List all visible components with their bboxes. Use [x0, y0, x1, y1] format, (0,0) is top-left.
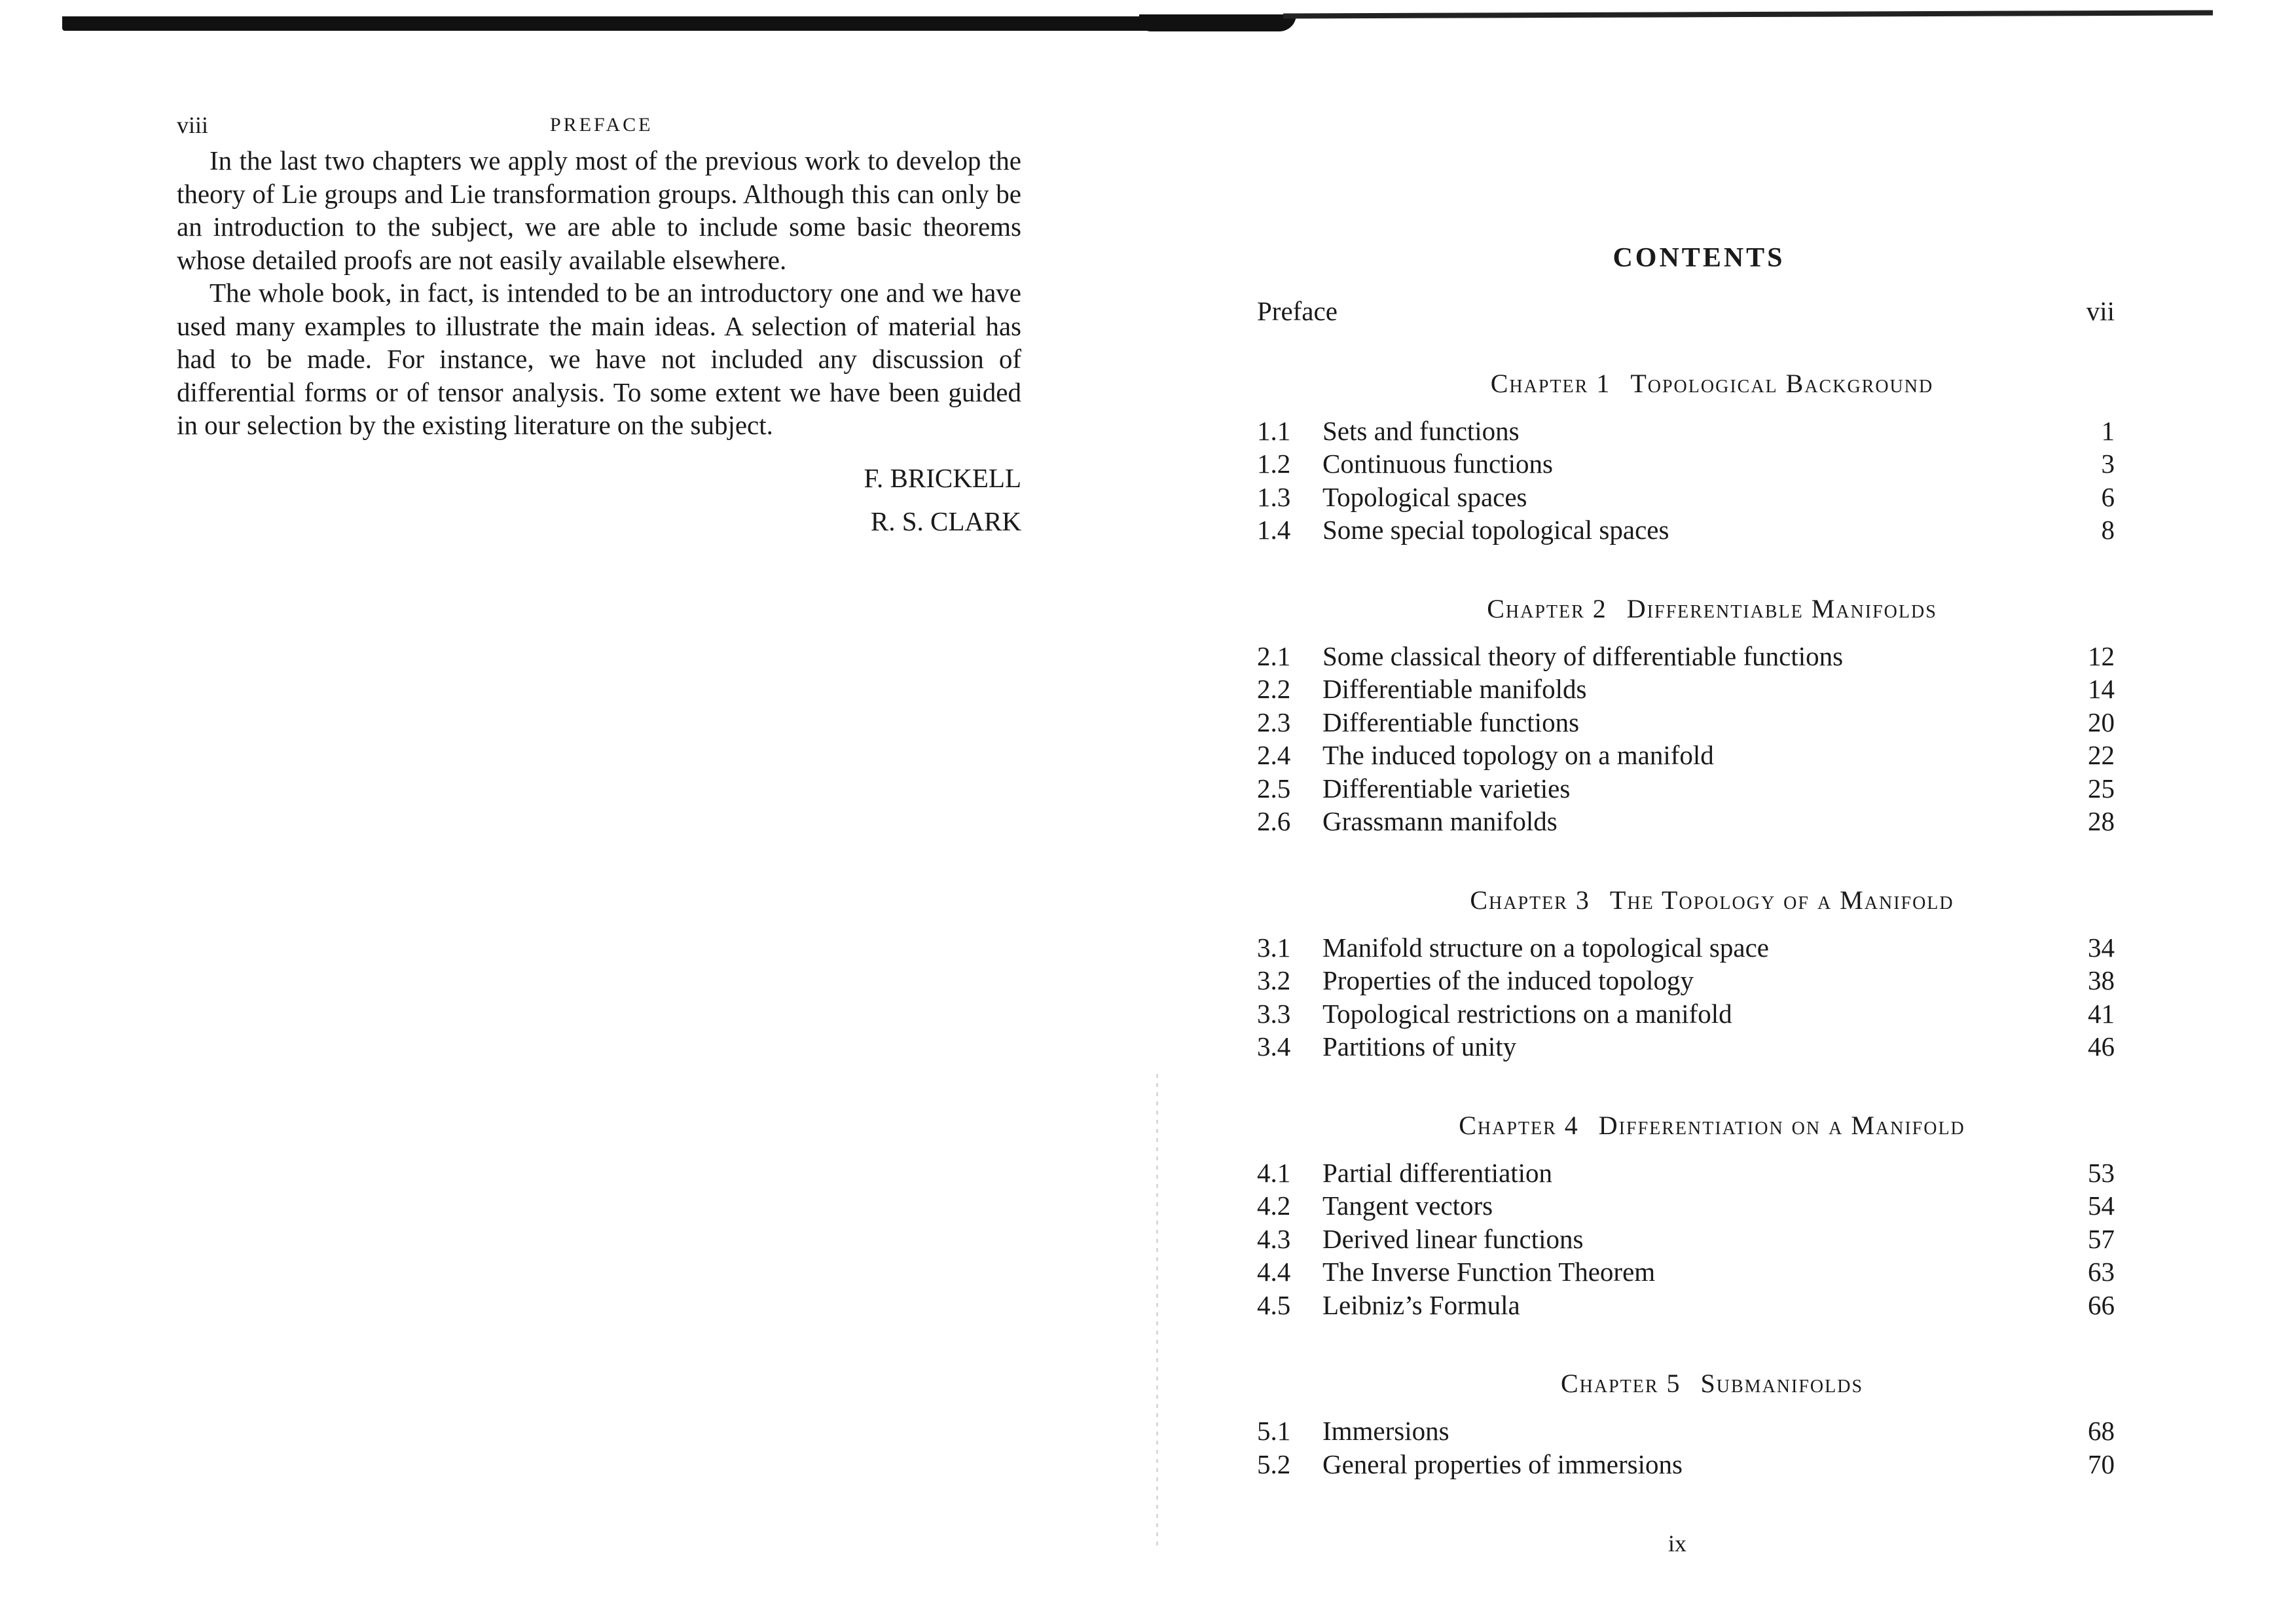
author-signatures [177, 456, 1021, 543]
section-number: 3.2 [1257, 965, 1291, 995]
toc-section-row [1257, 673, 2115, 706]
toc-section-row [1257, 1414, 2115, 1448]
section-title: The induced topology on a manifold [1322, 740, 1714, 770]
section-page: 70 [2088, 1449, 2115, 1479]
scan-spine-shadow [1139, 14, 1296, 31]
chapter-label: Chapter 4 [1459, 1110, 1579, 1140]
toc-section-row [1257, 739, 2115, 772]
chapter-label: Chapter 1 [1490, 368, 1611, 398]
toc-section-row [1257, 415, 2115, 448]
section-page: 25 [2088, 773, 2115, 803]
chapter-label: Chapter 5 [1560, 1369, 1681, 1398]
toc-section-row [1257, 1189, 2115, 1223]
section-title: Sets and functions [1322, 415, 1520, 446]
section-number: 2.6 [1257, 806, 1291, 836]
section-number: 3.3 [1257, 998, 1291, 1029]
section-title: General properties of immersions [1322, 1449, 1683, 1479]
chapter-block [1257, 1367, 2115, 1481]
page-gutter [1156, 1074, 1158, 1545]
section-page: 46 [2088, 1031, 2115, 1061]
toc-section-row [1257, 997, 2115, 1031]
chapter-title: The Topology of a Manifold [1609, 885, 1954, 915]
section-number: 1.2 [1257, 449, 1291, 479]
section-number: 4.5 [1257, 1289, 1291, 1320]
chapter-heading [1257, 884, 2115, 917]
chapter-heading [1257, 1109, 2115, 1142]
toc-section-row [1257, 1448, 2115, 1481]
chapter-block [1257, 367, 2115, 547]
chapter-title: Differentiation on a Manifold [1598, 1110, 1965, 1140]
chapter-heading [1257, 593, 2115, 625]
section-title: Differentiable manifolds [1322, 674, 1587, 704]
chapter-block [1257, 593, 2115, 838]
section-title: Some special topological spaces [1322, 515, 1669, 545]
section-number: 1.1 [1257, 415, 1291, 446]
section-title: The Inverse Function Theorem [1322, 1257, 1656, 1287]
section-page: 53 [2088, 1157, 2115, 1188]
section-title: Partial differentiation [1322, 1157, 1553, 1188]
section-page: 20 [2088, 707, 2115, 737]
chapter-label: Chapter 2 [1487, 593, 1607, 623]
toc-section-row [1257, 1156, 2115, 1190]
section-title: Properties of the induced topology [1322, 965, 1694, 995]
section-title: Some classical theory of differentiable functions [1322, 640, 1844, 671]
toc-section-row [1257, 481, 2115, 514]
section-number: 2.1 [1257, 640, 1291, 671]
toc-section-row [1257, 1289, 2115, 1322]
chapter-block [1257, 1109, 2115, 1322]
section-page: 22 [2088, 740, 2115, 770]
section-number: 4.1 [1257, 1157, 1291, 1188]
section-page: 38 [2088, 965, 2115, 995]
section-page: 6 [2101, 481, 2115, 512]
section-page: 54 [2088, 1190, 2115, 1221]
toc-section-row [1257, 447, 2115, 481]
author-name: R. S. CLARK [870, 506, 1021, 536]
toc-section-row [1257, 640, 2115, 673]
toc-section-row [1257, 513, 2115, 547]
contents-page [1257, 242, 2115, 1526]
section-number: 3.1 [1257, 932, 1291, 963]
chapter-label: Chapter 3 [1470, 885, 1590, 915]
section-page: 66 [2088, 1289, 2115, 1320]
section-title: Topological spaces [1322, 481, 1527, 512]
section-page: 14 [2088, 674, 2115, 704]
toc-section-row [1257, 931, 2115, 965]
section-page: 28 [2088, 806, 2115, 836]
toc-preface-entry [1257, 295, 2115, 328]
section-page: 8 [2101, 515, 2115, 545]
section-number: 5.1 [1257, 1416, 1291, 1446]
section-number: 3.4 [1257, 1031, 1291, 1061]
preface-paragraph: The whole book, in fact, is intended to be an introductory one and we have used many examples to illustrate the main ideas. A selection of material has had to be made. For instance, we have not included any discussion of differential forms or of tensor analysis. To some extent we have been guided in our selection by the existing literature on the subject. [177, 278, 1021, 440]
chapter-title: Differentiable Manifolds [1626, 593, 1937, 623]
section-page: 41 [2088, 998, 2115, 1029]
toc-section-row [1257, 1223, 2115, 1256]
section-title: Differentiable functions [1322, 707, 1580, 737]
toc-section-row [1257, 805, 2115, 838]
running-head-title: PREFACE [550, 114, 653, 136]
section-page: 68 [2088, 1416, 2115, 1446]
section-title: Leibniz’s Formula [1322, 1289, 1520, 1320]
page-number: ix [1668, 1530, 1687, 1557]
section-page: 34 [2088, 932, 2115, 963]
toc-section-row [1257, 772, 2115, 805]
chapter-block [1257, 884, 2115, 1063]
section-title: Immersions [1322, 1416, 1449, 1446]
left-page [177, 111, 1021, 543]
chapter-heading [1257, 1367, 2115, 1400]
section-number: 2.2 [1257, 674, 1291, 704]
toc-entry-page: vii [2086, 296, 2115, 326]
author-name: F. BRICKELL [864, 462, 1021, 493]
chapter-list [1257, 367, 2115, 1481]
section-number: 2.3 [1257, 707, 1291, 737]
section-page: 3 [2101, 449, 2115, 479]
section-number: 1.3 [1257, 481, 1291, 512]
chapter-heading [1257, 367, 2115, 400]
section-title: Topological restrictions on a manifold [1322, 998, 1732, 1029]
section-title: Derived linear functions [1322, 1223, 1584, 1254]
page-number: viii [177, 112, 209, 138]
scan-edge-shadow [62, 16, 1162, 31]
section-number: 4.3 [1257, 1223, 1291, 1254]
section-page: 63 [2088, 1257, 2115, 1287]
chapter-title: Topological Background [1630, 368, 1934, 398]
section-number: 2.4 [1257, 740, 1291, 770]
toc-section-row [1257, 1030, 2115, 1063]
contents-title: CONTENTS [1613, 243, 1785, 273]
section-title: Manifold structure on a topological space [1322, 932, 1769, 963]
toc-entry-title: Preface [1257, 296, 1338, 326]
section-number: 2.5 [1257, 773, 1291, 803]
chapter-title: Submanifolds [1700, 1369, 1864, 1398]
scan-edge-line [1283, 10, 2213, 19]
running-head [177, 111, 1021, 144]
section-number: 4.2 [1257, 1190, 1291, 1221]
section-number: 4.4 [1257, 1257, 1291, 1287]
preface-paragraph: In the last two chapters we apply most of the previous work to develop the theory of Lie groups and Lie transformation groups. Although this can only be an introduction to the subject, we are able to include some basic theorems whose detailed proofs are not easily available elsewhere. [177, 145, 1021, 275]
section-title: Differentiable varieties [1322, 773, 1571, 803]
section-title: Tangent vectors [1322, 1190, 1493, 1221]
section-page: 1 [2101, 415, 2115, 446]
section-page: 12 [2088, 640, 2115, 671]
toc-section-row [1257, 706, 2115, 739]
section-title: Grassmann manifolds [1322, 806, 1558, 836]
section-number: 1.4 [1257, 515, 1291, 545]
toc-section-row [1257, 964, 2115, 997]
section-title: Partitions of unity [1322, 1031, 1517, 1061]
section-page: 57 [2088, 1223, 2115, 1254]
toc-section-row [1257, 1255, 2115, 1289]
section-title: Continuous functions [1322, 449, 1553, 479]
section-number: 5.2 [1257, 1449, 1291, 1479]
